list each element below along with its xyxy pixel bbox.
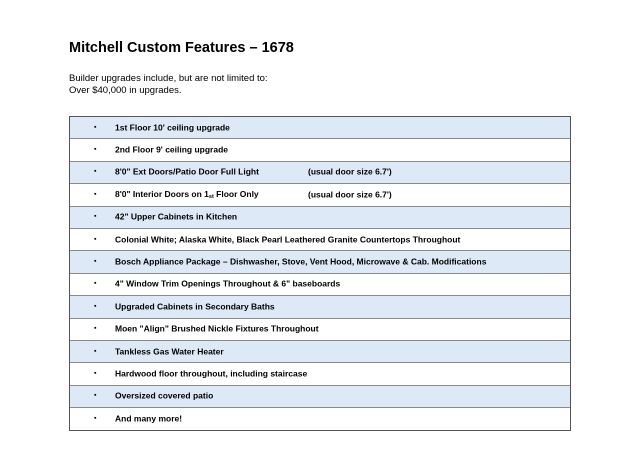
bullet-icon: ▪ bbox=[94, 325, 97, 333]
feature-text: Bosch Appliance Package – Dishwasher, Stove, Vent Hood, Microwave & Cab. Modifications bbox=[115, 256, 487, 267]
bullet-icon: ▪ bbox=[94, 146, 97, 154]
feature-row bbox=[70, 139, 570, 161]
feature-row bbox=[70, 274, 570, 296]
feature-row bbox=[70, 251, 570, 273]
bullet-icon: ▪ bbox=[94, 258, 97, 266]
intro-line-1: Builder upgrades include, but are not limited to: bbox=[69, 73, 268, 84]
bullet-icon: ▪ bbox=[94, 415, 97, 423]
feature-row bbox=[70, 117, 570, 139]
feature-text: Upgraded Cabinets in Secondary Baths bbox=[115, 301, 275, 312]
bullet-icon: ▪ bbox=[94, 370, 97, 378]
feature-text: 2nd Floor 9' ceiling upgrade bbox=[115, 144, 229, 155]
feature-text: Colonial White; Alaska White, Black Pearl Leathered Granite Countertops Throughout bbox=[115, 234, 461, 245]
feature-text: Oversized covered patio bbox=[115, 390, 214, 401]
feature-row bbox=[70, 207, 570, 229]
intro-line-2: Over $40,000 in upgrades. bbox=[69, 85, 182, 96]
feature-text: Tankless Gas Water Heater bbox=[115, 346, 224, 357]
feature-row bbox=[70, 363, 570, 385]
feature-row bbox=[70, 162, 570, 184]
feature-text: And many more! bbox=[115, 413, 183, 424]
feature-text bbox=[115, 189, 259, 200]
bullet-icon: ▪ bbox=[94, 123, 97, 131]
feature-text: 1st Floor 10' ceiling upgrade bbox=[115, 122, 230, 133]
feature-row bbox=[70, 319, 570, 341]
feature-row bbox=[70, 408, 570, 430]
feature-text: Hardwood floor throughout, including staircase bbox=[115, 368, 308, 379]
feature-row bbox=[70, 386, 570, 408]
bullet-icon: ▪ bbox=[94, 392, 97, 400]
feature-text-pre: 8'0" Interior Doors on 1 bbox=[115, 188, 209, 199]
bullet-icon: ▪ bbox=[94, 347, 97, 355]
bullet-icon: ▪ bbox=[94, 191, 97, 199]
feature-text-sub: st bbox=[208, 193, 214, 200]
feature-row bbox=[70, 184, 570, 206]
bullet-icon: ▪ bbox=[94, 213, 97, 221]
feature-row bbox=[70, 341, 570, 363]
bullet-icon: ▪ bbox=[94, 168, 97, 176]
feature-note: (usual door size 6.7') bbox=[308, 189, 392, 200]
feature-text: 42" Upper Cabinets in Kitchen bbox=[115, 211, 238, 222]
intro-text bbox=[69, 73, 268, 97]
feature-note: (usual door size 6.7') bbox=[308, 166, 392, 177]
feature-text: 4" Window Trim Openings Throughout & 6" baseboards bbox=[115, 278, 341, 289]
bullet-icon: ▪ bbox=[94, 235, 97, 243]
feature-text-post: Floor Only bbox=[213, 188, 259, 199]
bullet-icon: ▪ bbox=[94, 280, 97, 288]
feature-row bbox=[70, 296, 570, 318]
features-table bbox=[69, 116, 571, 431]
feature-text: 8'0" Ext Doors/Patio Door Full Light bbox=[115, 166, 259, 177]
bullet-icon: ▪ bbox=[94, 302, 97, 310]
page-title: Mitchell Custom Features – 1678 bbox=[69, 40, 294, 56]
feature-text: Moen "Align" Brushed Nickle Fixtures Throughout bbox=[115, 323, 319, 334]
feature-row bbox=[70, 229, 570, 251]
